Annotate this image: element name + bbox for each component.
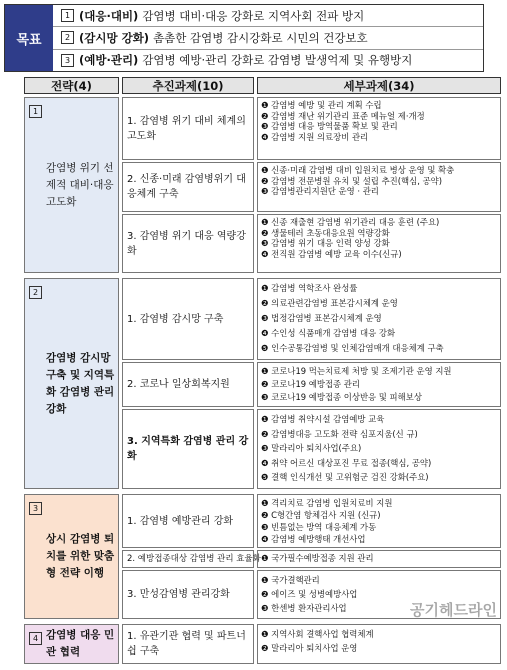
- detail-item: ❹ 취약 어르신 대상포진 무료 접종(핵심, 공약): [261, 457, 432, 468]
- header-detail: 세부과제(34): [257, 77, 501, 94]
- detail-cell: [257, 624, 501, 664]
- detail-item: ❶ 감염병 예방 및 관리 계획 수립: [261, 100, 382, 110]
- detail-cell: [257, 162, 501, 212]
- goal-line: [53, 50, 483, 71]
- strategy-number-badge: 4: [29, 632, 42, 645]
- goal-line: [53, 27, 483, 49]
- detail-cell: [257, 409, 501, 489]
- task-cell: 3. 감염병 위기 대응 역량강화: [122, 214, 254, 273]
- detail-item: ❶ 격리치료 감염병 입원치료비 지원: [261, 498, 393, 508]
- strategy-number-badge: 3: [29, 502, 42, 515]
- goal-line: [53, 5, 483, 27]
- goal-number-badge: 2: [61, 31, 74, 44]
- detail-item: ❶ 감염병 취약시설 감염예방 교육: [261, 414, 385, 424]
- task-cell: 3. 만성감염병 관리강화: [122, 570, 254, 619]
- detail-cell: [257, 362, 501, 407]
- task-cell: 1. 감염병 예방관리 강화: [122, 494, 254, 548]
- detail-cell: [257, 550, 501, 568]
- detail-item: ❷ 생물테러 초동대응요원 역량강화: [261, 227, 390, 238]
- strategy-number-badge: 2: [29, 286, 42, 299]
- task-cell: 2. 신종·미래 감염병위기 대응체계 구축: [122, 162, 254, 212]
- detail-item: ❷ 코로나19 예방접종 관리: [261, 379, 360, 389]
- detail-item: ❶ 감염병 역학조사 완성률: [261, 283, 358, 293]
- task-cell: 3. 지역특화 감염병 관리 강화: [122, 409, 254, 489]
- detail-item: ❷ 감염병대응 고도화 전략 심포지움(신 규): [261, 428, 418, 439]
- detail-item: ❶ 코로나19 먹는치료제 처방 및 조제기관 운영 지원: [261, 366, 452, 376]
- task-cell: 2. 코로나 일상회복지원: [122, 362, 254, 407]
- detail-item: ❹ 전직원 감염병 예방 교육 이수(신규): [261, 248, 402, 259]
- detail-item: ❷ 말라리아 퇴치사업 운영: [261, 643, 358, 653]
- detail-item: ❷ 에이즈 및 성병예방사업: [261, 589, 358, 599]
- watermark-logo: 공기헤드라인: [410, 601, 497, 619]
- strategy-text: 상시 감염병 퇴치를 위한 맞춤형 전략 이행: [46, 533, 115, 579]
- strategy-cell: [24, 97, 119, 273]
- goal-number-badge: 3: [61, 54, 74, 67]
- detail-cell: [257, 494, 501, 548]
- goal-text: 촘촘한 감염병 감시강화로 시민의 건강보호: [153, 30, 368, 45]
- detail-item: ❸ 감염병 대응 방역물품 확보 및 관리: [261, 121, 398, 132]
- header-strategy: 전략(4): [24, 77, 119, 94]
- goal-tag: (감시망 강화): [79, 30, 150, 45]
- header-task: 추진과제(10): [122, 77, 254, 94]
- detail-item: ❷ C형간염 항체검사 지원 (신규): [261, 510, 381, 520]
- goal-text: 감염병 예방·관리 강화로 감염병 발생억제 및 유행방지: [142, 53, 413, 68]
- strategy-cell: [24, 278, 119, 489]
- strategy-text: 감염병 위기 선제적 대비·대응 고도화: [46, 161, 114, 208]
- strategy-text: 감염병 대응 민관 협력: [46, 629, 115, 658]
- detail-item: ❶ 국가결핵관리: [261, 575, 320, 585]
- detail-cell: [257, 214, 501, 273]
- detail-item: ❶ 신종·미래 감염병 대비 입원치료 병상 운영 및 확충: [261, 165, 455, 175]
- detail-item: ❺ 결핵 인식개선 및 고위험군 검진 강화(주요): [261, 472, 429, 482]
- detail-item: ❹ 수인성 식품매개 감염병 대응 강화: [261, 328, 396, 338]
- strategy-text: 감염병 감시망 구축 및 지역특화 감염병 관리 강화: [46, 351, 115, 415]
- goal-number-badge: 1: [61, 9, 74, 22]
- detail-item: ❸ 코로나19 예방접종 이상반응 및 피해보상: [261, 392, 422, 402]
- detail-item: ❸ 말라리아 퇴치사업(주요): [261, 443, 362, 453]
- detail-item: ❶ 신종 재출현 감염병 위기관리 대응 훈련 (주요): [261, 217, 440, 227]
- detail-item: ❹ 감염병 예방행태 개선사업: [261, 534, 366, 544]
- task-cell: 2. 예방접종대상 감염병 관리 효율화: [122, 550, 254, 568]
- goal-tag: (예방·관리): [79, 53, 139, 68]
- task-cell: 1. 감염병 감시망 구축: [122, 278, 254, 360]
- strategy-cell: [24, 624, 119, 664]
- goal-label: 목표: [5, 5, 53, 71]
- strategy-number-badge: 1: [29, 105, 42, 118]
- detail-item: ❷ 감염병 재난 위기관리 표준 메뉴얼 제·개정: [261, 110, 425, 121]
- task-cell: 1. 유관기관 협력 및 파트너쉽 구축: [122, 624, 254, 664]
- detail-cell: [257, 97, 501, 160]
- detail-cell: [257, 278, 501, 360]
- detail-item: ❶ 지역사회 결핵사업 협력체계: [261, 629, 374, 639]
- detail-item: ❷ 감염병 전문병원 유치 및 설립 추진(핵심, 공약): [261, 175, 442, 186]
- strategy-cell: [24, 494, 119, 619]
- goal-tag: (대응·대비): [79, 8, 139, 23]
- detail-item: ❹ 감염병 지원 의료장비 관리: [261, 131, 369, 142]
- detail-item: ❷ 의료관련감염병 표본감시체계 운영: [261, 298, 398, 308]
- detail-item: ❸ 빈틈없는 방역 대응체계 가동: [261, 522, 377, 532]
- detail-item: ❶ 국가필수예방접종 지원 관리: [261, 553, 374, 563]
- detail-item: ❸ 한센병 환자관리사업: [261, 603, 347, 613]
- goal-box: [4, 4, 484, 72]
- detail-item: ❸ 감염병 위기 대응 인력 양성 강화: [261, 238, 390, 249]
- goal-text: 감염병 대비·대응 강화로 지역사회 전파 방지: [142, 8, 365, 23]
- detail-item: ❺ 인수공통감염병 및 인체감염매개 대응체계 구축: [261, 343, 444, 353]
- detail-item: ❸ 법정감염병 표본감시체계 운영: [261, 313, 382, 323]
- detail-item: ❸ 감염병관리지원단 운영 · 관리: [261, 186, 379, 197]
- task-cell: 1. 감염병 위기 대비 체계의 고도화: [122, 97, 254, 160]
